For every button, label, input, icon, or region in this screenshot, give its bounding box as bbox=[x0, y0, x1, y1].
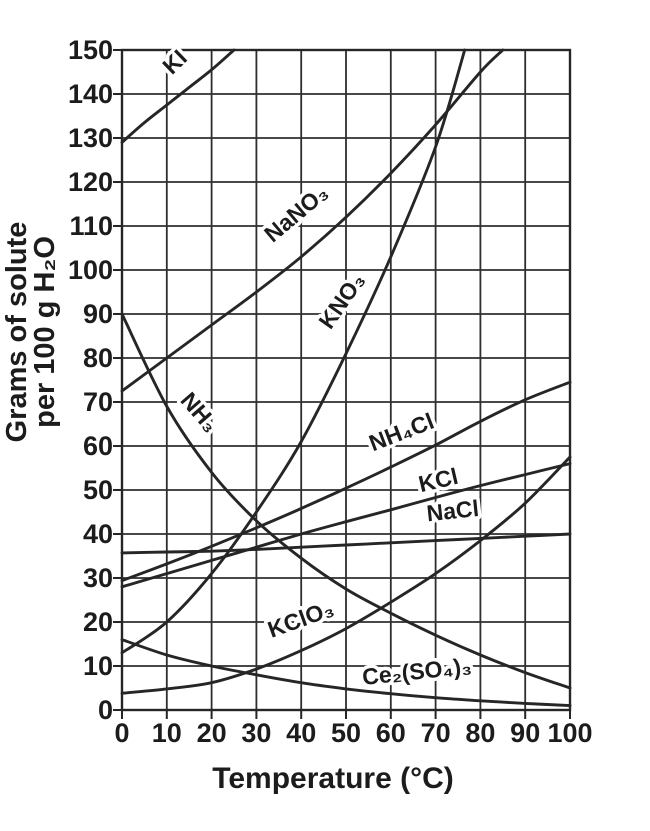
curve-label-KI: KI bbox=[157, 44, 192, 80]
x-tick-label: 80 bbox=[465, 718, 496, 748]
y-tick-label: 110 bbox=[69, 211, 113, 241]
x-tick-label: 100 bbox=[547, 718, 593, 748]
curve-label-NH4Cl: NH₄Cl bbox=[365, 407, 438, 457]
x-tick-label: 70 bbox=[420, 718, 451, 748]
tick-layer bbox=[113, 50, 570, 719]
y-tick-label: 100 bbox=[67, 255, 113, 285]
y-tick-label: 40 bbox=[82, 519, 113, 549]
y-axis-title-line2: per 100 g H₂O bbox=[29, 236, 61, 428]
x-tick-label: 20 bbox=[196, 718, 227, 748]
curve-label-KClO3: KClO₃ bbox=[264, 595, 338, 643]
y-tick-label: 120 bbox=[67, 167, 113, 197]
y-tick-label: 80 bbox=[82, 343, 113, 373]
y-tick-label: 30 bbox=[82, 563, 113, 593]
x-tick-label: 60 bbox=[375, 718, 406, 748]
grid-layer bbox=[122, 50, 570, 710]
curve-label-layer bbox=[157, 45, 480, 690]
y-tick-label: 140 bbox=[67, 79, 113, 109]
y-tick-label: 20 bbox=[82, 607, 113, 637]
y-tick-label: 90 bbox=[82, 299, 113, 329]
y-tick-label: 150 bbox=[67, 35, 113, 65]
curve-label-NaCl: NaCl bbox=[425, 494, 481, 527]
x-tick-label: 50 bbox=[330, 718, 362, 748]
x-tick-label: 40 bbox=[286, 718, 317, 748]
x-tick-label: 10 bbox=[151, 718, 182, 748]
x-axis-title: Temperature (°C) bbox=[212, 762, 454, 795]
y-axis-title-line1: Grams of solute bbox=[1, 221, 33, 443]
y-tick-label: 130 bbox=[67, 123, 113, 153]
y-tick-label: 10 bbox=[82, 651, 113, 681]
curve-label-NaNO3: NaNO₃ bbox=[259, 179, 333, 248]
x-tick-label: 0 bbox=[114, 718, 130, 748]
y-tick-label: 0 bbox=[97, 695, 113, 725]
y-tick-label: 50 bbox=[82, 475, 113, 505]
curve-NaNO3 bbox=[122, 50, 503, 391]
x-tick-label: 30 bbox=[241, 718, 272, 748]
x-tick-label: 90 bbox=[510, 718, 541, 748]
y-tick-label: 70 bbox=[82, 387, 113, 417]
curve-label-KNO3: KNO₃ bbox=[313, 267, 371, 334]
curve-label-Ce2(SO4)3: Ce₂(SO₄)₃ bbox=[360, 652, 473, 690]
curve-label-NH3: NH₃ bbox=[175, 387, 224, 438]
tick-label-layer bbox=[68, 35, 593, 748]
curve-label-KCl: KCl bbox=[416, 462, 461, 498]
y-tick-label: 60 bbox=[82, 431, 113, 461]
